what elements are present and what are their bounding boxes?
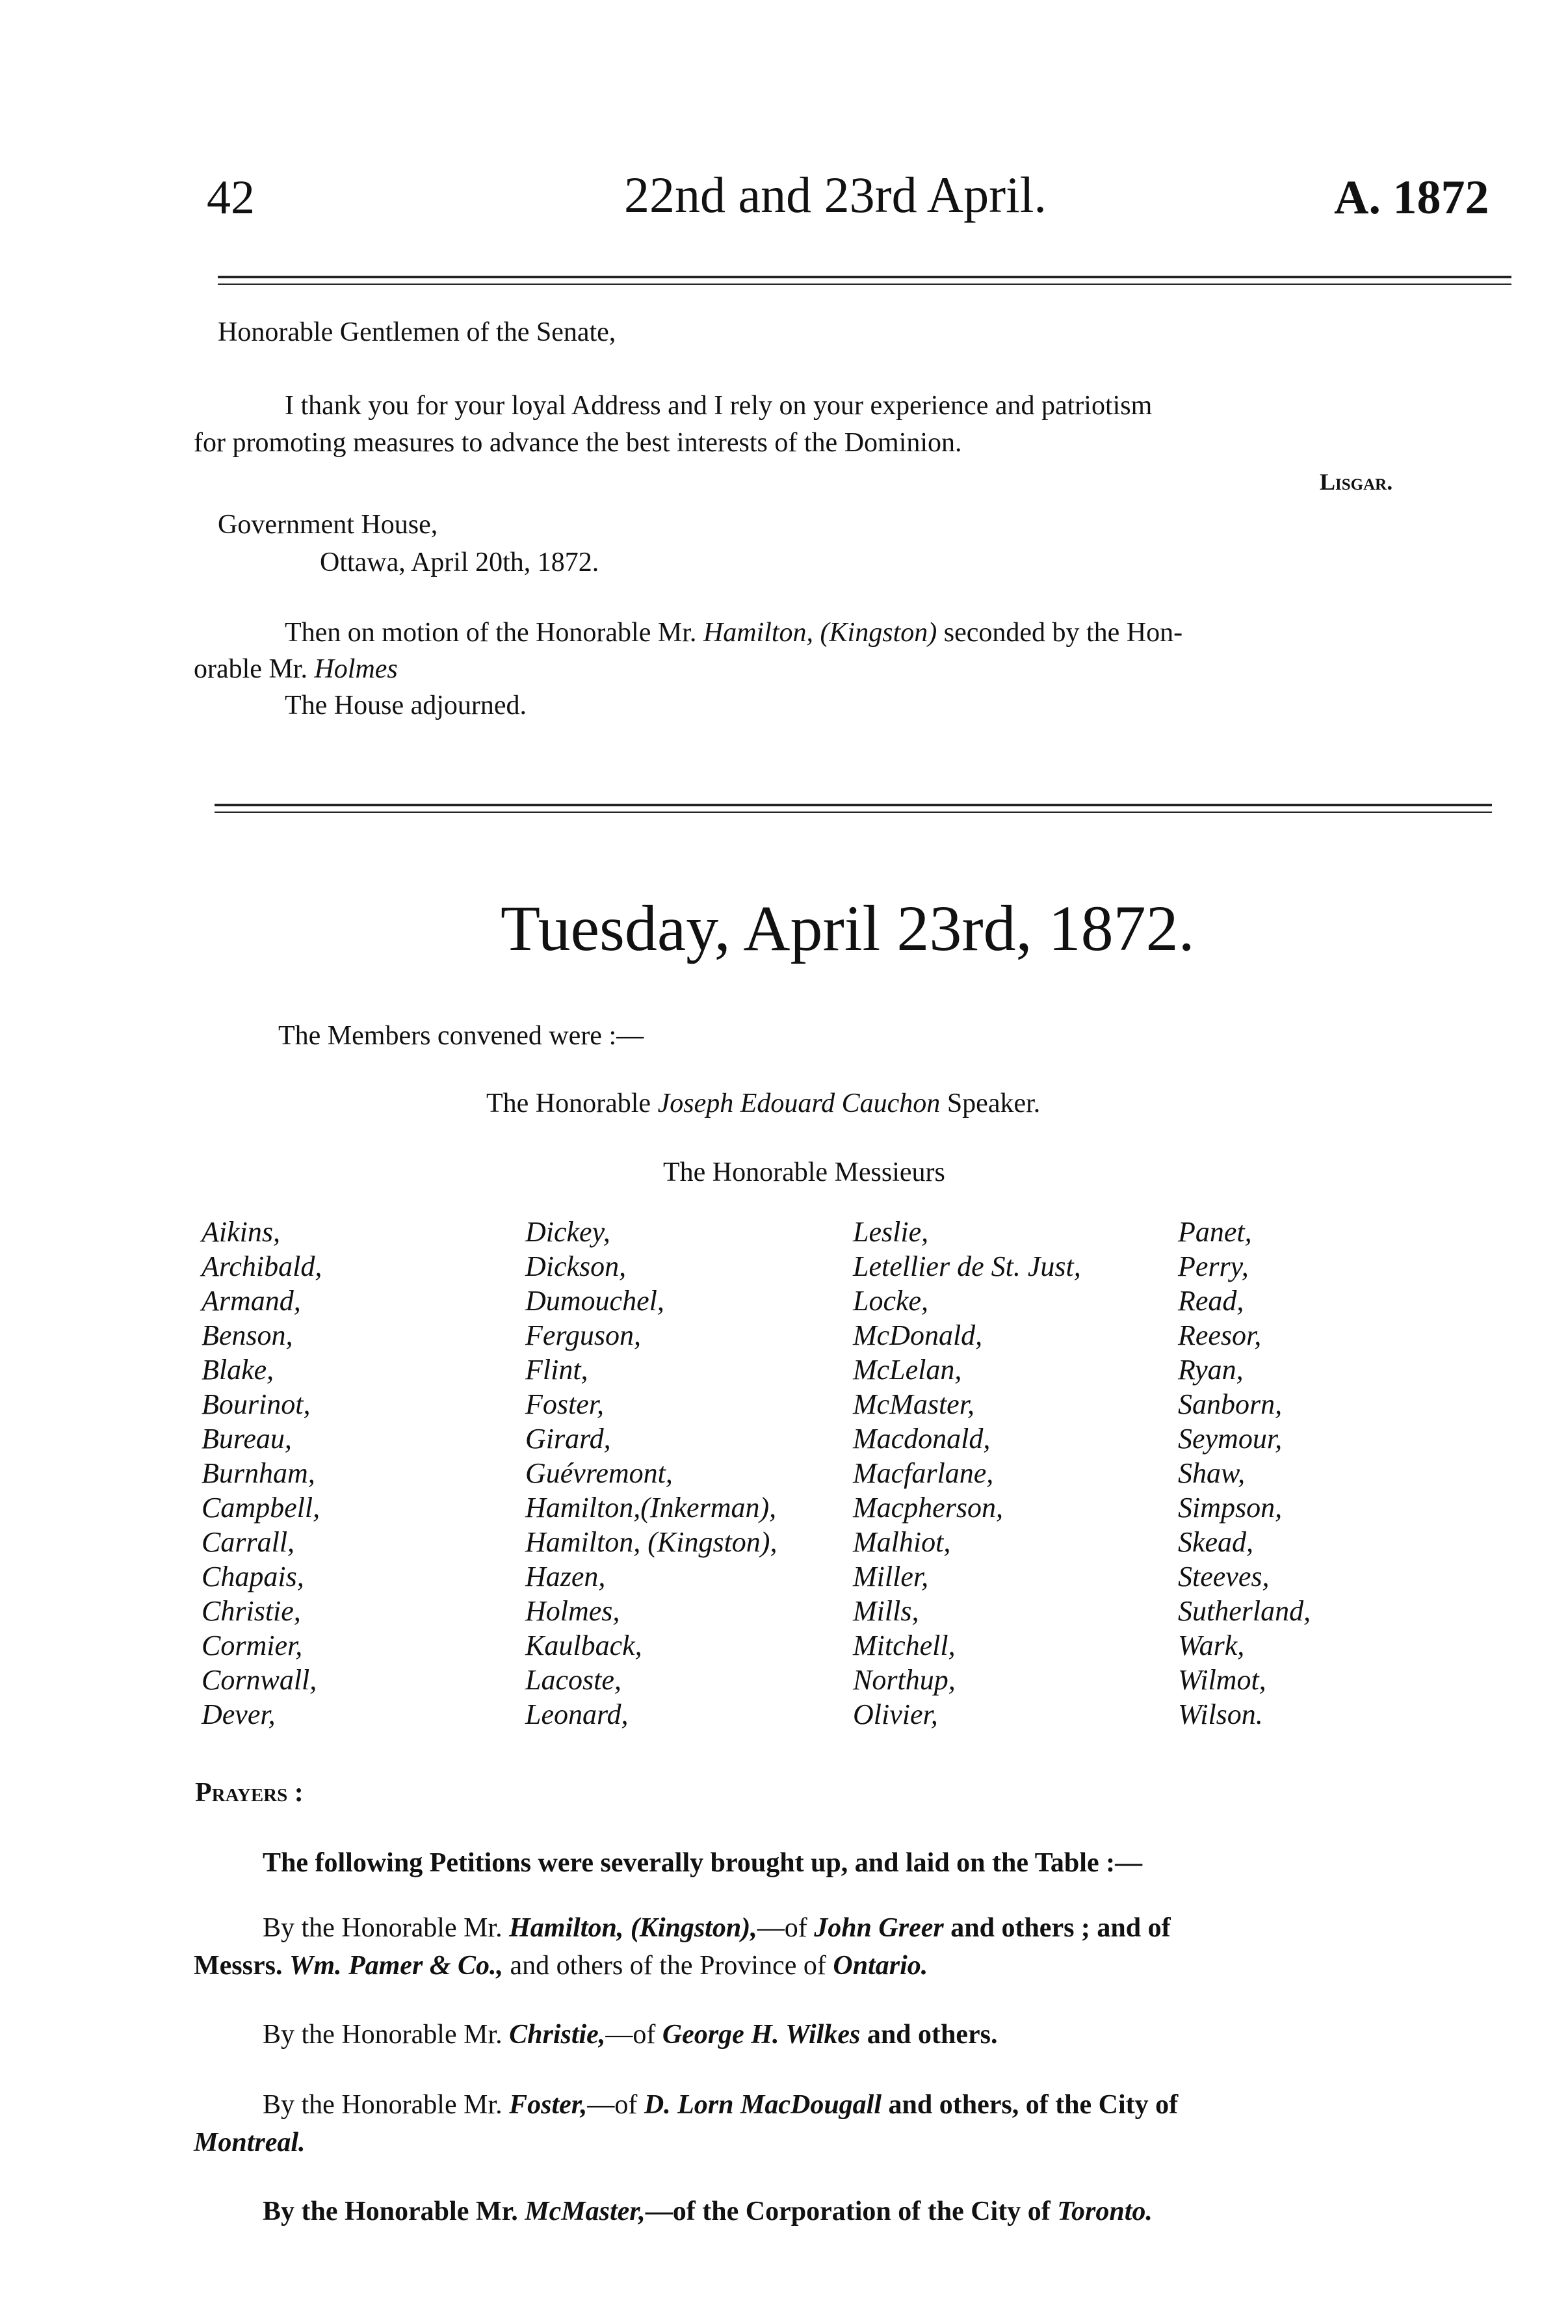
member-name: Mills, <box>853 1595 919 1627</box>
petition-text: and others, of the City of <box>882 2090 1179 2120</box>
member-name: McMaster, <box>853 1388 974 1420</box>
motion-text: seconded by the Hon- <box>937 618 1183 648</box>
page-number: 42 <box>207 171 255 224</box>
member-name: Ferguson, <box>525 1319 642 1351</box>
member-name: Girard, <box>525 1423 611 1455</box>
petition-2 <box>263 2016 998 2053</box>
petition-text: —of the Corporation of the City of <box>645 2197 1058 2226</box>
petitioner: John Greer <box>814 1913 944 1943</box>
petition-presenter: McMaster, <box>525 2197 646 2226</box>
page-header-title: 22nd and 23rd April. <box>624 166 1047 223</box>
member-name: Malhiot, <box>853 1526 951 1558</box>
member-name: Steeves, <box>1178 1561 1270 1592</box>
member-name: Holmes, <box>525 1595 620 1627</box>
member-name: Simpson, <box>1178 1492 1283 1524</box>
member-name: McLelan, <box>853 1354 962 1386</box>
member-name: Burnham, <box>202 1457 315 1489</box>
member-name: Campbell, <box>202 1492 320 1524</box>
member-name: Carrall, <box>202 1526 295 1558</box>
members-column-2 <box>525 1215 777 1732</box>
header-rule-top <box>218 276 1511 278</box>
petitioner: Wm. Pamer & Co., <box>289 1951 503 1981</box>
member-name: Seymour, <box>1178 1423 1283 1455</box>
member-name: Aikins, <box>202 1216 280 1248</box>
member-name: Locke, <box>853 1285 929 1317</box>
petitioner: George H. Wilkes <box>662 2020 861 2050</box>
petition-4 <box>263 2193 1153 2230</box>
member-name: Dumouchel, <box>525 1285 664 1317</box>
reply-place-line-1: Government House, <box>218 510 438 540</box>
petitioner: D. Lorn MacDougall <box>644 2090 882 2120</box>
petition-text: and others. <box>860 2020 998 2050</box>
member-name: Northup, <box>853 1664 956 1696</box>
member-name: Kaulback, <box>525 1630 642 1661</box>
petition-text: —of <box>757 1913 815 1943</box>
member-name: Hamilton,(Inkerman), <box>525 1492 777 1524</box>
member-name: Mitchell, <box>853 1630 956 1661</box>
member-name: Foster, <box>525 1388 604 1420</box>
motion-line-2 <box>194 650 398 688</box>
member-name: Reesor, <box>1178 1319 1262 1351</box>
petition-text: —of <box>587 2090 644 2120</box>
reply-body-line-1: I thank you for your loyal Address and I rely on your experience and patriotism <box>285 391 1153 421</box>
petition-text: —of <box>605 2020 662 2050</box>
petition-text: By the Honorable Mr. <box>263 2020 510 2050</box>
convened-intro: The Members convened were :— <box>278 1021 644 1051</box>
member-name: Ryan, <box>1178 1354 1244 1386</box>
member-name: Archibald, <box>202 1250 322 1282</box>
speaker-name: Joseph Edouard Cauchon <box>657 1089 941 1118</box>
petition-presenter: Christie, <box>509 2020 606 2050</box>
member-name: Perry, <box>1178 1250 1249 1282</box>
member-name: Skead, <box>1178 1526 1254 1558</box>
member-name: Guévremont, <box>525 1457 673 1489</box>
member-name: Cormier, <box>202 1630 303 1661</box>
speaker-prefix: The Honorable <box>486 1089 658 1118</box>
member-name: Letellier de St. Just, <box>853 1250 1081 1282</box>
member-name: Leonard, <box>525 1698 629 1730</box>
petition-3-line-1 <box>263 2086 1178 2124</box>
motion-text: Then on motion of the Honorable Mr. <box>285 618 703 648</box>
member-name: Chapais, <box>202 1561 304 1592</box>
petition-place: Ontario. <box>833 1951 928 1981</box>
member-name: Wilson. <box>1178 1698 1263 1730</box>
motion-seconder: Holmes <box>314 654 398 684</box>
petitions-intro: The following Petitions were severally brought up, and laid on the Table :— <box>263 1848 1143 1878</box>
members-column-1 <box>202 1215 322 1732</box>
member-name: Wilmot, <box>1178 1664 1266 1696</box>
petition-1-line-1 <box>263 1909 1171 1947</box>
member-name: Flint, <box>525 1354 588 1386</box>
motion-line-3: The House adjourned. <box>285 691 527 720</box>
petition-text: Messrs. <box>194 1951 289 1981</box>
member-name: Read, <box>1178 1285 1244 1317</box>
motion-mover: Hamilton, (Kingston) <box>703 618 937 648</box>
member-name: Shaw, <box>1178 1457 1246 1489</box>
page-header-year: A. 1872 <box>1334 171 1489 224</box>
reply-signature: Lisgar. <box>1320 469 1393 495</box>
member-name: Dickson, <box>525 1250 627 1282</box>
member-name: Cornwall, <box>202 1664 317 1696</box>
member-name: Leslie, <box>853 1216 929 1248</box>
member-name: Macfarlane, <box>853 1457 994 1489</box>
member-name: Christie, <box>202 1595 301 1627</box>
member-name: Wark, <box>1178 1630 1245 1661</box>
section-rule-bottom <box>215 812 1492 813</box>
member-name: Sanborn, <box>1178 1388 1283 1420</box>
member-name: Hamilton, (Kingston), <box>525 1526 777 1558</box>
petition-text: By the Honorable Mr. <box>263 1913 510 1943</box>
motion-line-1 <box>285 614 1183 652</box>
reply-salutation: Honorable Gentlemen of the Senate, <box>218 317 616 347</box>
prayers-heading: Prayers : <box>195 1778 304 1808</box>
member-name: Armand, <box>202 1285 301 1317</box>
speaker-line <box>486 1085 1040 1122</box>
petition-text: By the Honorable Mr. <box>263 2197 525 2226</box>
petition-text: By the Honorable Mr. <box>263 2090 510 2120</box>
member-name: Dever, <box>202 1698 276 1730</box>
petition-1-line-2 <box>194 1947 928 1985</box>
member-name: Bureau, <box>202 1423 292 1455</box>
reply-body-line-2: for promoting measures to advance the best interests of the Dominion. <box>194 428 962 458</box>
members-column-4 <box>1178 1215 1311 1732</box>
member-name: Lacoste, <box>525 1664 621 1696</box>
member-name: Dickey, <box>525 1216 610 1248</box>
day-title: Tuesday, April 23rd, 1872. <box>501 892 1195 964</box>
member-name: Olivier, <box>853 1698 938 1730</box>
petition-text: and others of the Province of <box>503 1951 833 1981</box>
member-name: Panet, <box>1178 1216 1252 1248</box>
motion-text: orable Mr. <box>194 654 315 684</box>
member-name: Bourinot, <box>202 1388 311 1420</box>
members-column-3 <box>853 1215 1081 1732</box>
member-name: Macpherson, <box>853 1492 1003 1524</box>
petition-presenter: Foster, <box>509 2090 588 2120</box>
petition-text: and others ; and of <box>943 1913 1171 1943</box>
member-name: Macdonald, <box>853 1423 991 1455</box>
member-name: Miller, <box>853 1561 929 1592</box>
header-rule-bottom <box>218 284 1511 285</box>
messieurs-heading: The Honorable Messieurs <box>663 1157 945 1187</box>
speaker-suffix: Speaker. <box>940 1089 1041 1118</box>
section-rule-top <box>215 804 1492 806</box>
petition-place: Toronto. <box>1057 2197 1153 2226</box>
member-name: Hazen, <box>525 1561 606 1592</box>
reply-place-line-2: Ottawa, April 20th, 1872. <box>320 548 599 577</box>
member-name: McDonald, <box>853 1319 983 1351</box>
member-name: Benson, <box>202 1319 293 1351</box>
petition-presenter: Hamilton, (Kingston), <box>509 1913 757 1943</box>
member-name: Blake, <box>202 1354 274 1386</box>
member-name: Sutherland, <box>1178 1595 1311 1627</box>
petition-3-line-2: Montreal. <box>194 2128 306 2158</box>
